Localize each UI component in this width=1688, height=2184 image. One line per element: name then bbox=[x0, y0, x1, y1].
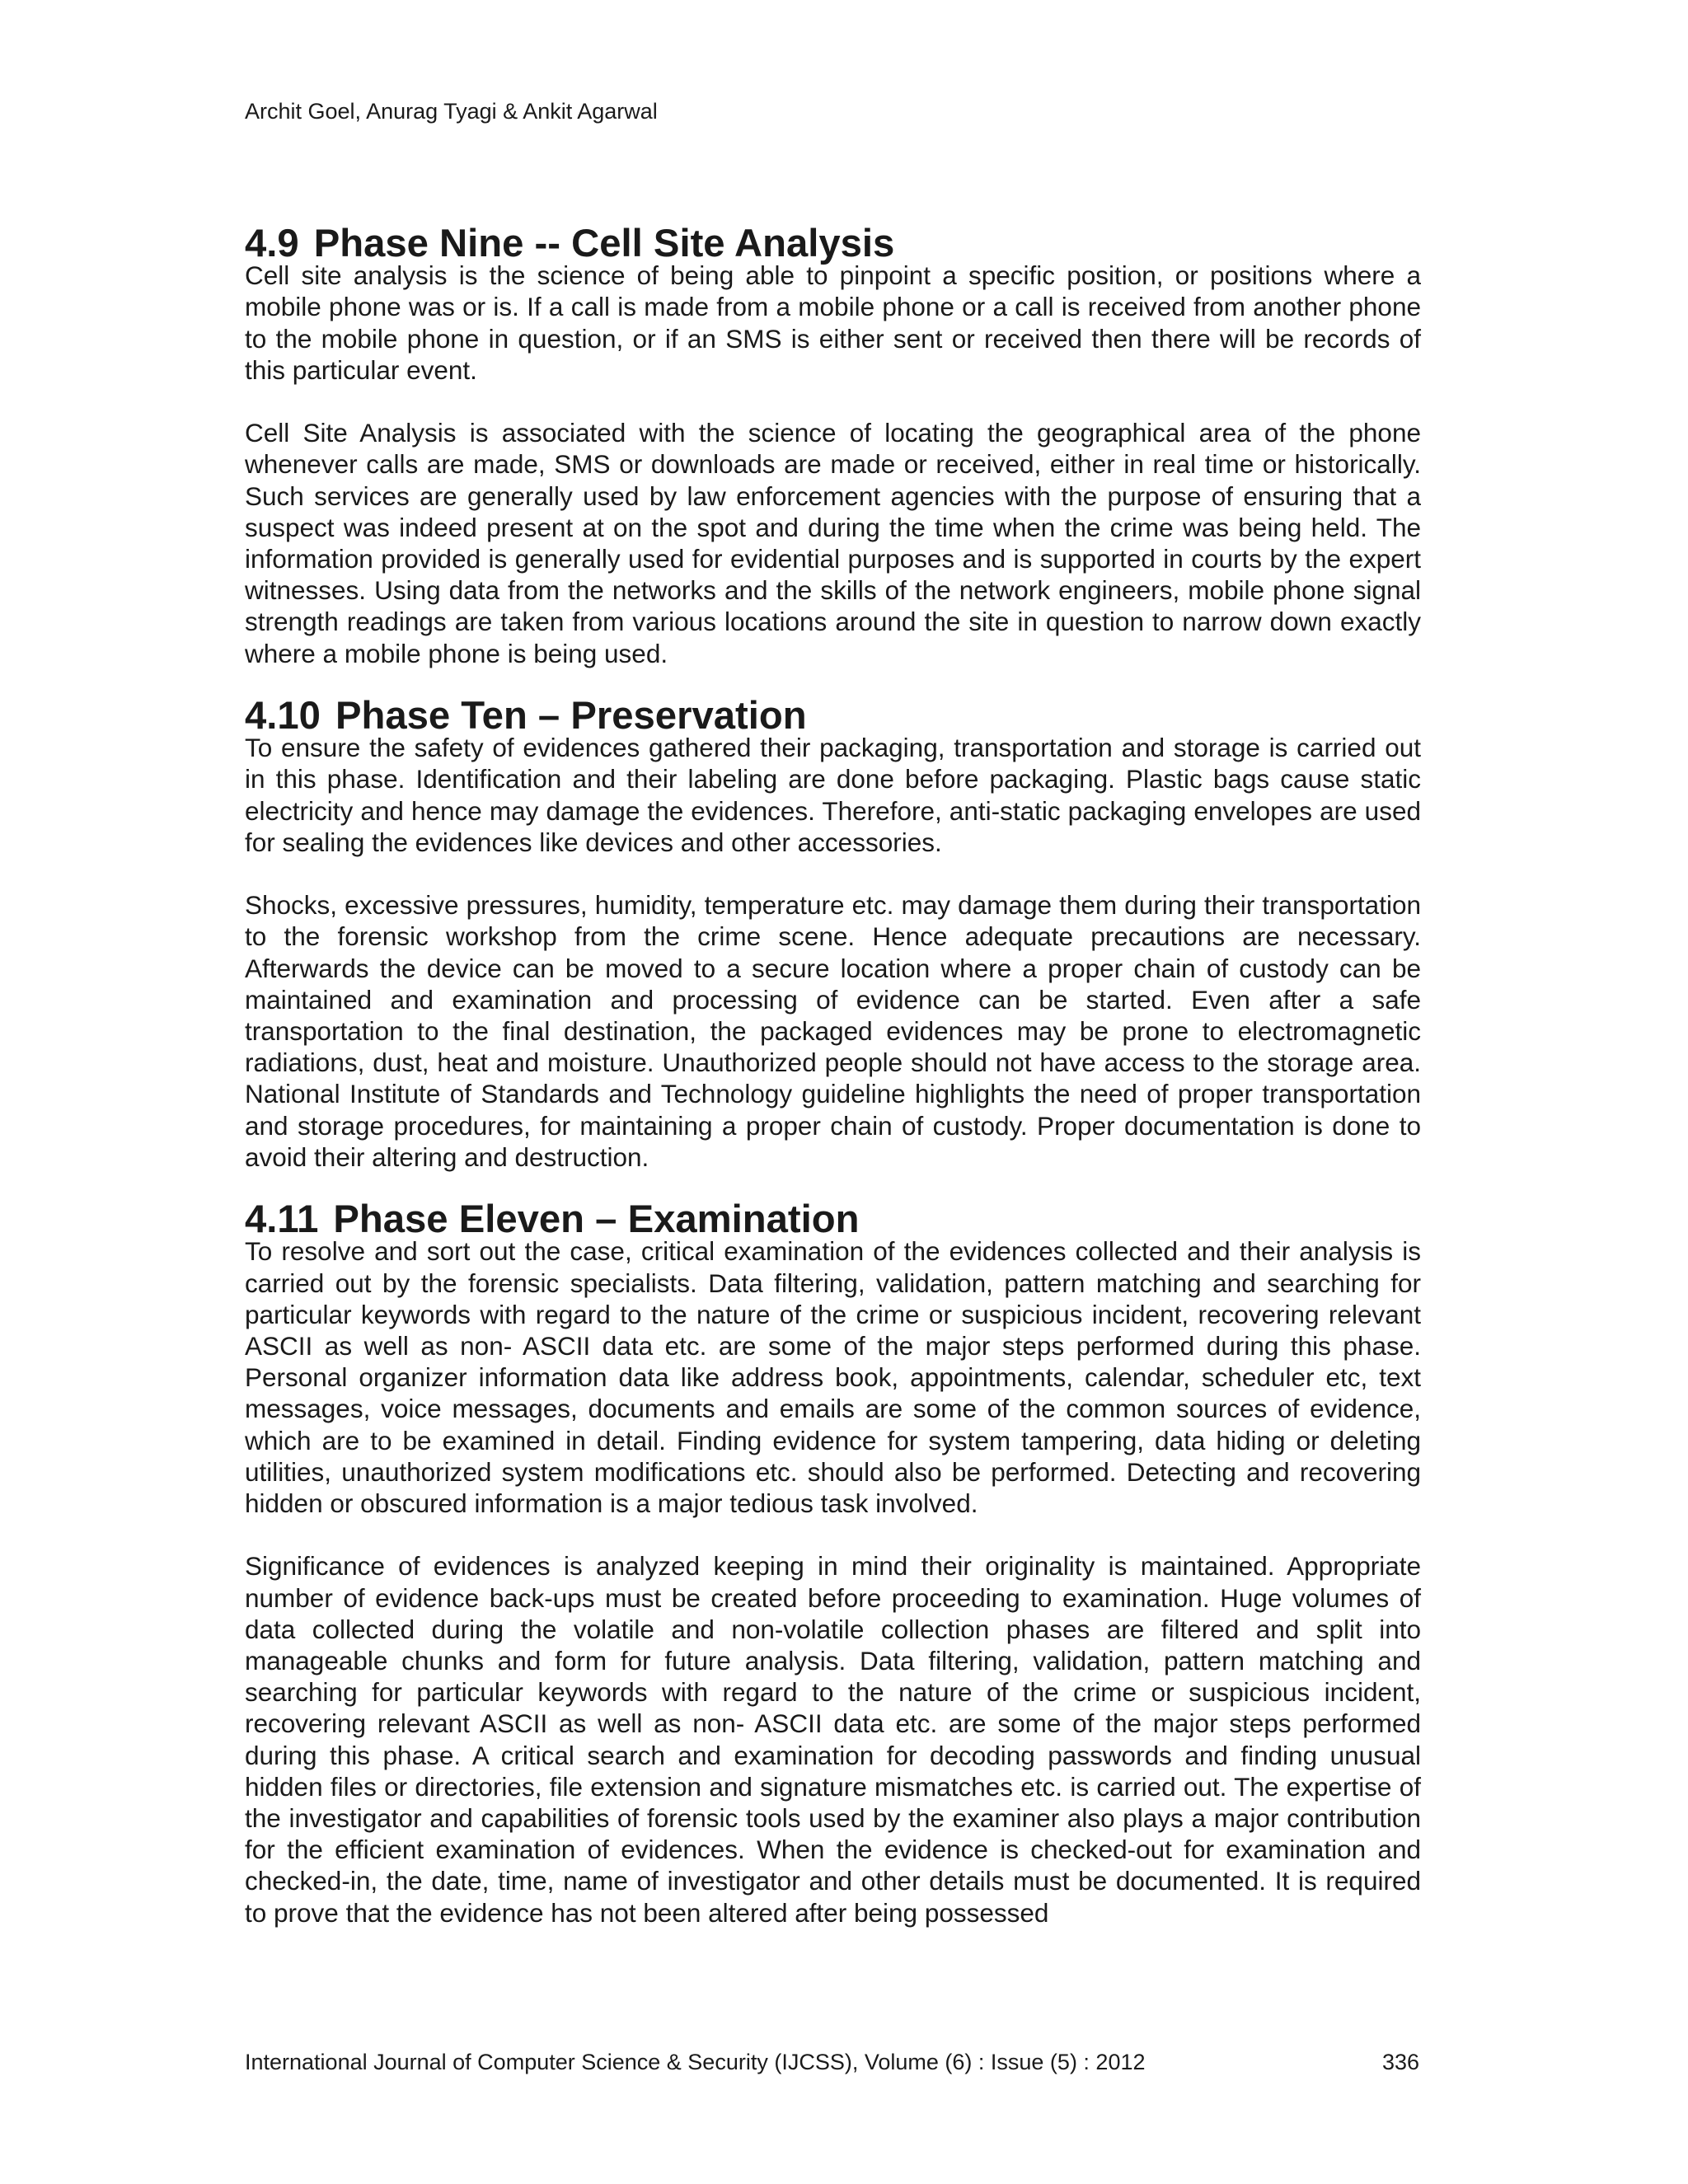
section-heading bbox=[245, 694, 1421, 738]
section-title: Phase Eleven – Examination bbox=[333, 1197, 860, 1242]
paragraph: Shocks, excessive pressures, humidity, temperature etc. may damage them during their transportation to the forensic workshop from the crime scene. Hence adequate precautions are necessary. Afterwards the device can be moved to a secure location where a proper chain of custody can be maintained and examination and processing of evidence can be started. Even after a safe transportation to the final destination, the packaged evidences may be prone to electromagnetic radiations, dust, heat and moisture. Unauthorized people should not have access to the storage area. National Institute of Standards and Technology guideline highlights the need of proper transportation and storage procedures, for maintaining a proper chain of custody. Proper documentation is done to avoid their altering and destruction. bbox=[245, 890, 1421, 1172]
section-title: Phase Nine -- Cell Site Analysis bbox=[313, 222, 895, 265]
section-4-11 bbox=[245, 1197, 1421, 1929]
section-number: 4.11 bbox=[245, 1197, 319, 1242]
paragraph: To ensure the safety of evidences gathered their packaging, transportation and storage is carried out in this phase. Identification and their labeling are done before packaging. Plastic bags cause static electricity and hence may damage the evidences. Therefore, anti-static packaging envelopes are used for sealing the evidences like devices and other accessories. bbox=[245, 733, 1421, 857]
section-4-9 bbox=[245, 222, 1421, 669]
paragraph: Significance of evidences is analyzed keeping in mind their originality is maintained. Appropriate number of evidence back-ups must be created before proceeding to examination. Huge volumes of data collected during the volatile and non-volatile collection phases are filtered and split into manageable chunks and form for future analysis. Data filtering, validation, pattern matching and searching for particular keywords with regard to the nature of the crime or suspicious incident, recovering relevant ASCII as well as non- ASCII data etc. are some of the major steps performed during this phase. A critical search and examination for decoding passwords and finding unusual hidden files or directories, file extension and signature mismatches etc. is carried out. The expertise of the investigator and capabilities of forensic tools used by the examiner also plays a major contribution for the efficient examination of evidences. When the evidence is checked-out for examination and checked-in, the date, time, name of investigator and other details must be documented. It is required to prove that the evidence has not been altered after being possessed bbox=[245, 1551, 1421, 1928]
section-heading bbox=[245, 1197, 1421, 1242]
section-number: 4.9 bbox=[245, 222, 299, 265]
paragraph: Cell Site Analysis is associated with the science of locating the geographical area of the phone whenever calls are made, SMS or downloads are made or received, either in real time or historically. Such services are generally used by law enforcement agencies with the purpose of ensuring that a suspect was indeed present at on the spot and during the time when the crime was being held. The information provided is generally used for evidential purposes and is supported in courts by the expert witnesses. Using data from the networks and the skills of the network engineers, mobile phone signal strength readings are taken from various locations around the site in question to narrow down exactly where a mobile phone is being used. bbox=[245, 418, 1421, 668]
running-footer bbox=[245, 2048, 1421, 2076]
footer-journal-citation: International Journal of Computer Science & Security (IJCSS), Volume (6) : Issue (5) : 2012 bbox=[245, 2050, 1146, 2074]
section-title: Phase Ten – Preservation bbox=[335, 694, 807, 738]
section-4-10 bbox=[245, 694, 1421, 1173]
page-number: 336 bbox=[1382, 2050, 1420, 2074]
paragraph: To resolve and sort out the case, critical examination of the evidences collected and their analysis is carried out by the forensic specialists. Data filtering, validation, pattern matching and searching for particular keywords with regard to the nature of the crime or suspicious incident, recovering relevant ASCII as well as non- ASCII data etc. are some of the major steps performed during this phase. Personal organizer information data like address book, appointments, calendar, scheduler etc, text messages, voice messages, documents and emails are some of the common sources of evidence, which are to be examined in detail. Finding evidence for system tampering, data hiding or deleting utilities, unauthorized system modifications etc. should also be performed. Detecting and recovering hidden or obscured information is a major tedious task involved. bbox=[245, 1236, 1421, 1519]
section-heading bbox=[245, 222, 1421, 265]
section-number: 4.10 bbox=[245, 694, 321, 738]
running-header-authors: Archit Goel, Anurag Tyagi & Ankit Agarwal bbox=[245, 99, 658, 124]
paragraph: Cell site analysis is the science of being able to pinpoint a specific position, or positions where a mobile phone was or is. If a call is made from a mobile phone or a call is received from another phone to the mobile phone in question, or if an SMS is either sent or received then there will be records of this particular event. bbox=[245, 260, 1421, 385]
article-body bbox=[245, 222, 1421, 1929]
